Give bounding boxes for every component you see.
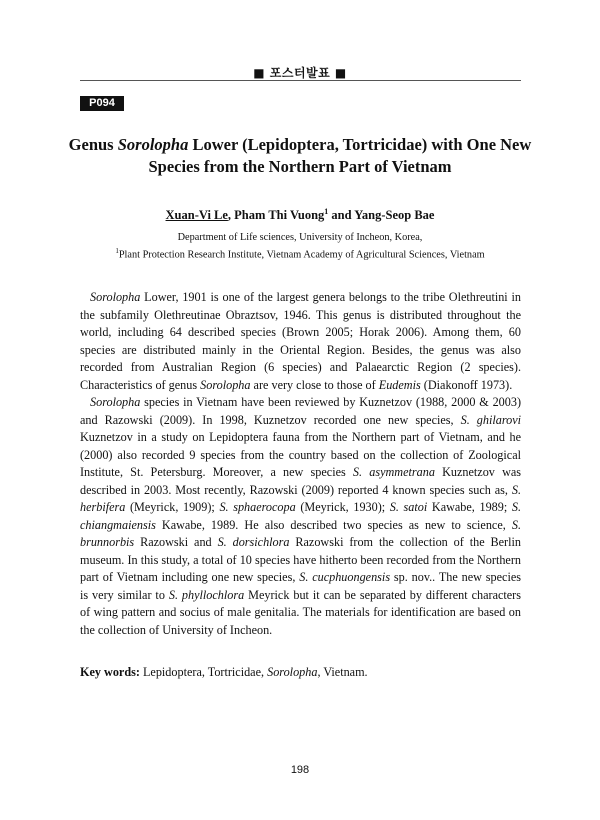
text-run: Kawabe, 1989; — [427, 500, 512, 514]
text-run: Kawabe, 1989. He also described two species as new to science, — [155, 517, 512, 532]
italic-taxon-run: S. sphaerocopa — [219, 500, 296, 514]
text-run: Meyrick but it can be separated by different characters of wing pattern and socius of male genitalia. The materials for identification are based on the collection of University of Incheon. — [80, 587, 521, 637]
text-run: species in Vietnam have been reviewed by Kuznetzov (1988, 2000 & 2003) and Razowski (2009). In 1998, Kuznetzov recorded one new species, — [80, 395, 521, 427]
author-second: Pham Thi Vuong — [234, 208, 325, 223]
italic-taxon-run: S. dorsichlora — [217, 535, 290, 549]
author-second-affiliation-mark: 1 — [324, 207, 329, 216]
text-run: Razowski and — [134, 535, 218, 549]
text-run: Lower, 1901 is one of the largest genera belongs to the tribe Olethreutini in the subfamily Olethreutinae Obraztsov, 1946. This genus is distributed throughout the world, including 64 described species (Brown 2005; Horak 2006). Among them, 60 species are distributed mainly in the Oriental Region. Besides, the genus was also recorded from Australian Region (6 species) and Palaearctic Region (2 species). Characteristics of genus — [80, 290, 521, 392]
affiliation-second-text: Plant Protection Research Institute, Vietnam Academy of Agricultural Sciences, Vietnam — [118, 249, 485, 261]
keywords-line — [80, 664, 521, 682]
affiliation-second-mark: 1 — [115, 247, 119, 255]
title-part-2: Lower (Lepidoptera, Tortricidae) with One New Species from the Northern Part of Vietnam — [148, 135, 532, 176]
italic-taxon-run: Sorolopha — [90, 395, 141, 409]
text-run: Razowski from the collection of the Berlin museum. In this study, a total of 10 species have hitherto been recorded from the Northern part of Vietnam including one new species, — [80, 535, 521, 584]
title-part-1: Genus — [68, 135, 118, 154]
italic-taxon-run: S. chiangmaiensis — [80, 500, 522, 532]
page-number: 198 — [290, 764, 310, 776]
italic-taxon-run: S. cucphuongensis — [299, 570, 391, 584]
abstract-paragraph-2 — [80, 394, 521, 639]
text-run: Kuznetzov was described in 2003. Most recently, Razowski (2009) reported 4 known species such as, — [80, 465, 522, 497]
keywords-text-1: Lepidoptera, Tortricidae, — [139, 665, 268, 679]
section-header-label: ■ 포스터발표 ■ — [253, 66, 347, 80]
author-first: Xuan-Vi Le — [165, 208, 228, 223]
italic-taxon-run: S. ghilarovi — [460, 412, 521, 427]
italic-taxon-run: Sorolopha — [90, 290, 141, 304]
author-separator: , — [227, 208, 235, 223]
header-divider — [80, 80, 521, 81]
keywords-genus: Sorolopha — [267, 665, 318, 679]
affiliation-second — [0, 247, 600, 260]
italic-taxon-run: S. herbifera — [80, 482, 521, 514]
abstract-body — [80, 289, 521, 639]
keywords-label: Key words: — [80, 665, 140, 679]
text-run: Kuznetzov in a study on Lepidoptera fauna from the Northern part of Vietnam, and he (2000) also recorded 9 species from the country based on the collection of Zoological Institute, St. Petersburg. Moreover, a new species — [80, 430, 521, 479]
italic-taxon-run: S. phyllochlora — [168, 587, 245, 602]
paper-title — [60, 134, 540, 178]
author-third: Yang-Seop Bae — [354, 208, 435, 223]
text-run: (Meyrick, 1930); — [295, 500, 390, 514]
author-separator-and: and — [328, 208, 355, 223]
title-genus: Sorolopha — [117, 135, 189, 154]
italic-taxon-run: S. satoi — [389, 500, 428, 514]
italic-taxon-run: Sorolopha — [200, 377, 251, 392]
abstract-paragraph-1 — [80, 289, 521, 394]
italic-taxon-run: S. asymmetrana — [352, 465, 435, 479]
text-run: sp. nov.. The new species is very similar to — [80, 570, 521, 602]
italic-taxon-run: S. brunnorbis — [80, 517, 521, 549]
affiliation-main: Department of Life sciences, University of Incheon, Korea, — [177, 232, 423, 243]
text-run: (Diakonoff 1973). — [420, 377, 513, 392]
keywords-text-2: , Vietnam. — [317, 665, 368, 679]
italic-taxon-run: Eudemis — [378, 377, 421, 392]
author-list — [0, 207, 600, 223]
text-run: are very close to those of — [250, 377, 379, 392]
text-run: (Meyrick, 1909); — [125, 500, 220, 514]
poster-code-badge: P094 — [80, 96, 124, 111]
